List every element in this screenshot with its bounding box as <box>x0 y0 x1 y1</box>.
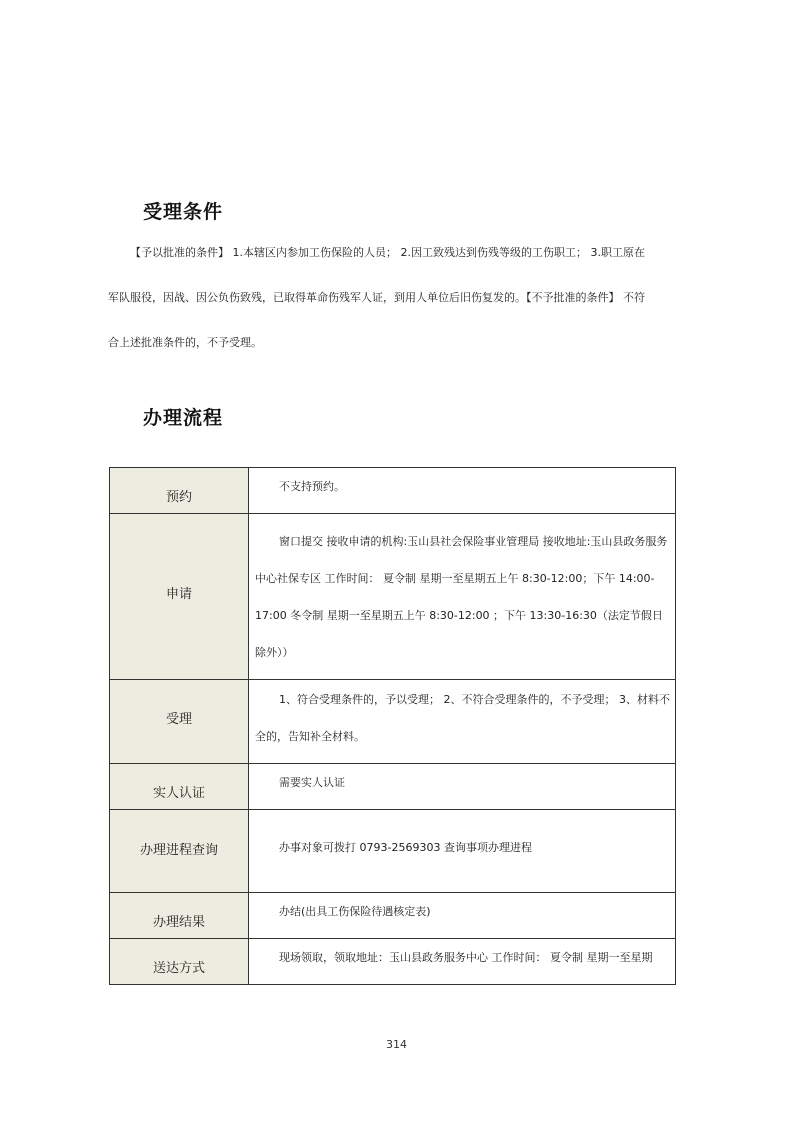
conditions-paragraph <box>108 230 698 365</box>
row-value <box>249 893 676 939</box>
row-value-text: 需要实人认证 <box>279 776 345 789</box>
table-row <box>110 468 676 514</box>
table-row <box>110 680 676 764</box>
row-value-text: 窗口提交 接收申请的机构:玉山县社会保险事业管理局 接收地址:玉山县政务服务中心社保专区 工作时间： 夏令制 星期一至星期五上午 8:30-12:00；下午 14:00-17:00 冬令制 星期一至星期五上午 8:30-12:00 ；下午 13:30-16:30（法定节假日除外）） <box>255 535 668 659</box>
process-table <box>109 467 676 985</box>
row-value <box>249 514 676 680</box>
row-value-text: 办结(出具工伤保险待遇核定表) <box>279 905 431 918</box>
row-value-text: 现场领取，领取地址：玉山县政务服务中心 工作时间： 夏令制 星期一至星期 <box>279 951 653 964</box>
page-number: 314 <box>386 1038 407 1051</box>
row-value <box>249 680 676 764</box>
table-row <box>110 514 676 680</box>
row-label: 预约 <box>110 468 249 514</box>
conditions-line-2: 军队服役，因战、因公负伤致残，已取得革命伤残军人证，到用人单位后旧伤复发的。【不予批准的条件】 不符 <box>108 291 645 304</box>
row-label: 受理 <box>110 680 249 764</box>
conditions-line-1: 【予以批准的条件】 1.本辖区内参加工伤保险的人员； 2.因工致残达到伤残等级的工伤职工； 3.职工原在 <box>130 246 645 259</box>
row-value-text: 办事对象可拨打 0793-2569303 查询事项办理进程 <box>279 840 532 854</box>
row-value-text: 不支持预约。 <box>279 480 345 493</box>
table-row <box>110 764 676 810</box>
table-row <box>110 939 676 985</box>
section-heading-process: 办理流程 <box>143 407 224 429</box>
row-label: 办理进程查询 <box>110 810 249 893</box>
row-label: 实人认证 <box>110 764 249 810</box>
row-value <box>249 468 676 514</box>
section-heading-conditions: 受理条件 <box>143 201 224 223</box>
row-value <box>249 764 676 810</box>
conditions-line-3: 合上述批准条件的，不予受理。 <box>108 336 262 349</box>
table-row <box>110 810 676 893</box>
row-value <box>249 810 676 893</box>
row-label: 送达方式 <box>110 939 249 985</box>
table-row <box>110 893 676 939</box>
row-label: 申请 <box>110 514 249 680</box>
row-label: 办理结果 <box>110 893 249 939</box>
row-value-text: 1、符合受理条件的，予以受理； 2、不符合受理条件的，不予受理； 3、材料不全的，告知补全材料。 <box>255 693 670 743</box>
row-value <box>249 939 676 985</box>
